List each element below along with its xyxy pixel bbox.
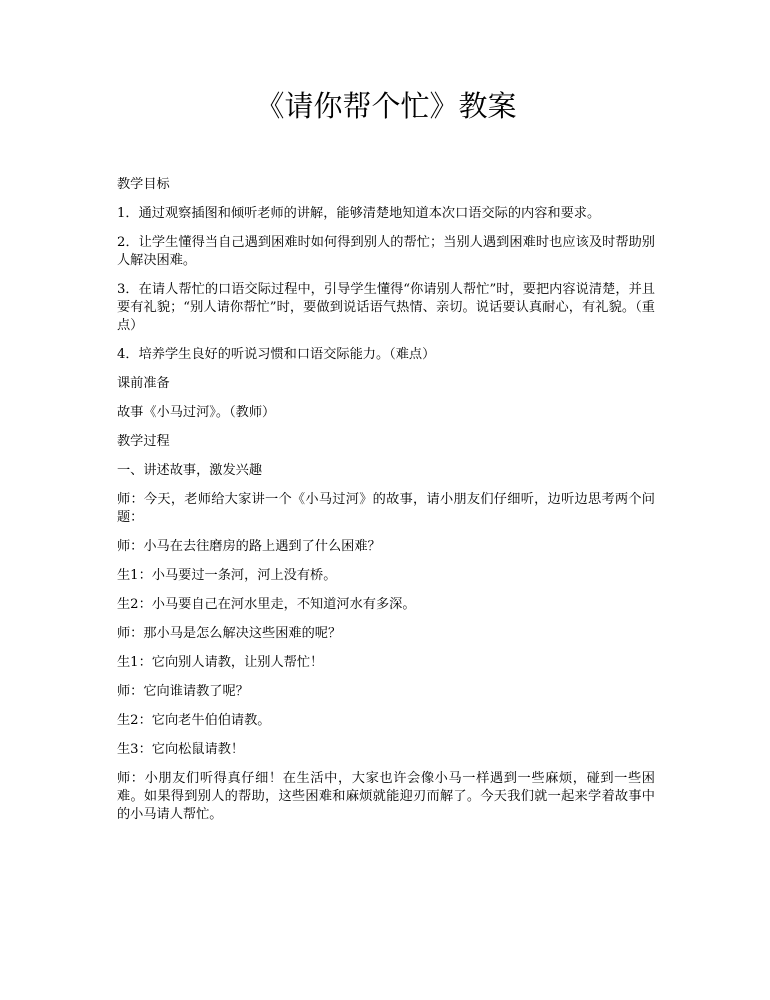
dialogue-line: 师：它向谁请教了呢？ <box>117 684 249 699</box>
dialogue-line: 师：小马在去往磨房的路上遇到了什么困难？ <box>117 539 381 554</box>
objective-1: 1．通过观察插图和倾听老师的讲解，能够清楚地知道本次口语交际的内容和要求。 <box>117 206 601 221</box>
dialogue-line: 生2：它向老牛伯伯请教。 <box>117 713 271 728</box>
dialogue-line: 生2：小马要自己在河水里走，不知道河水有多深。 <box>117 597 416 612</box>
process-step-heading: 一、讲述故事，激发兴趣 <box>117 463 263 478</box>
section-heading-objectives: 教学目标 <box>117 177 170 192</box>
dialogue-line: 生1：小马要过一条河，河上没有桥。 <box>117 568 337 583</box>
dialogue-line: 师：小朋友们听得真仔细！在生活中，大家也许会像小马一样遇到一些麻烦，碰到一些困难。如果得到别人的帮助，这些困难和麻烦就能迎刃而解了。今天我们就一起来学着故事中的小马请人帮忙。 <box>117 771 655 822</box>
objective-2: 2．让学生懂得当自己遇到困难时如何得到别人的帮忙；当别人遇到困难时也应该及时帮助别人解决困难。 <box>117 235 655 268</box>
section-heading-process: 教学过程 <box>117 434 170 449</box>
dialogue-line: 生1：它向别人请教，让别人帮忙！ <box>117 655 324 670</box>
dialogue-line: 生3：它向松鼠请教！ <box>117 742 245 757</box>
objective-4: 4．培养学生良好的听说习惯和口语交际能力。（难点） <box>117 347 436 362</box>
document-body <box>117 176 655 824</box>
dialogue-line: 师：今天，老师给大家讲一个《小马过河》的故事，请小朋友们仔细听，边听边思考两个问题： <box>117 492 655 525</box>
preparation-item: 故事《小马过河》。（教师） <box>117 405 276 420</box>
dialogue-line: 师：那小马是怎么解决这些困难的呢？ <box>117 626 342 641</box>
objective-3: 3．在请人帮忙的口语交际过程中，引导学生懂得“你请别人帮忙”时，要把内容说清楚，并且要有礼貌；“别人请你帮忙”时，要做到说话语气热情、亲切。说话要认真耐心，有礼貌。（重点） <box>117 282 655 333</box>
document-title: 《请你帮个忙》教案 <box>255 89 517 123</box>
section-heading-preparation: 课前准备 <box>117 376 170 391</box>
